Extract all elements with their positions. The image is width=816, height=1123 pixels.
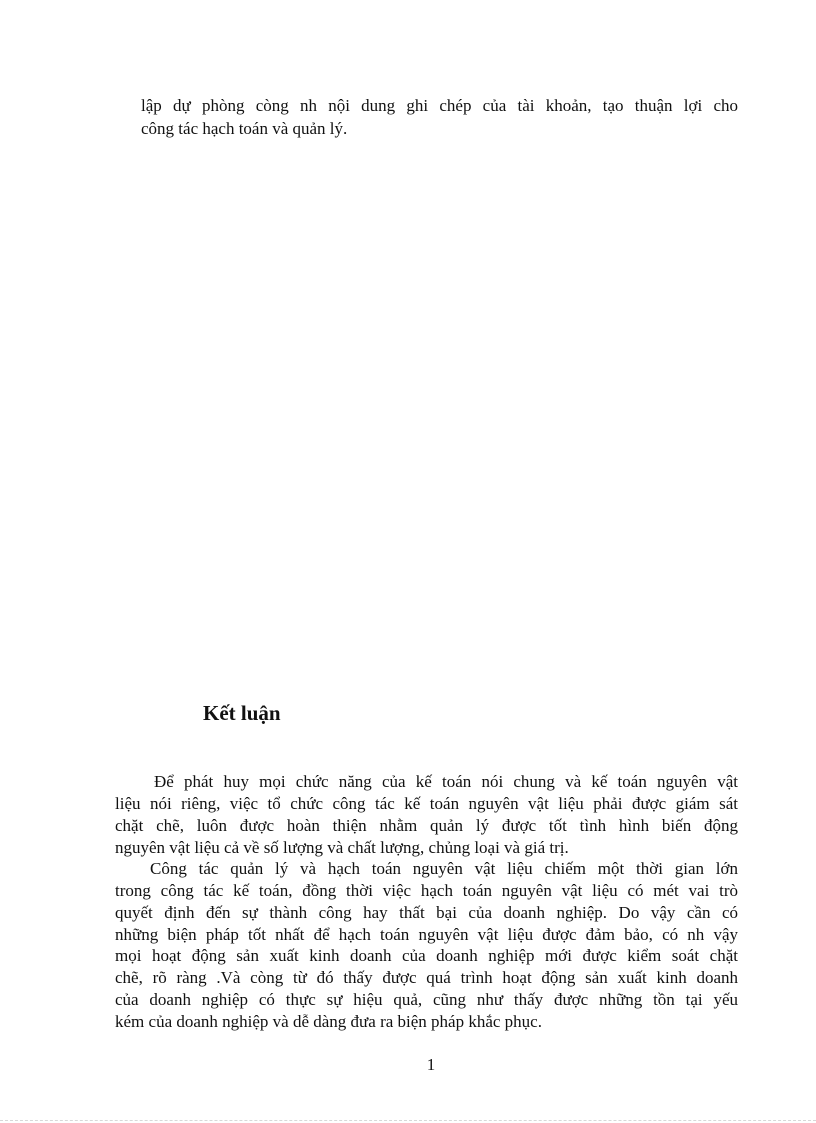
text-line: Để phát huy mọi chức năng của kế toán nói chung và kế toán nguyên vật <box>154 772 738 791</box>
text-line: liệu nói riêng, việc tổ chức công tác kế toán nguyên vật liệu phải được giám sát <box>115 794 738 813</box>
text-line: chẽ, rõ ràng .Và còng từ đó thấy được quá trình hoạt động sản xuất kinh doanh <box>115 968 738 987</box>
text-line: trong công tác kế toán, đồng thời việc hạch toán nguyên vật liệu có mét vai trò <box>115 881 738 900</box>
text-line: chặt chẽ, luôn được hoàn thiện nhằm quản lý được tốt tình hình biến động <box>115 816 738 835</box>
text-line: Công tác quản lý và hạch toán nguyên vật liệu chiếm một thời gian lớn <box>150 859 738 878</box>
page-bottom-edge <box>0 1120 816 1122</box>
text-line: công tác hạch toán và quản lý. <box>141 119 348 138</box>
text-line: quyết định đến sự thành công hay thất bại của doanh nghiệp. Do vậy cần có <box>115 903 738 922</box>
text-line: lập dự phòng còng nh nội dung ghi chép của tài khoản, tạo thuận lợi cho <box>141 96 738 115</box>
text-line: mọi hoạt động sản xuất kinh doanh của doanh nghiệp mới được kiểm soát chặt <box>115 946 738 965</box>
page-number: 1 <box>426 1055 436 1074</box>
text-line: kém của doanh nghiệp và dễ dàng đưa ra biện pháp khắc phục. <box>115 1012 542 1031</box>
section-heading: Kết luận <box>203 701 281 725</box>
text-line: của doanh nghiệp có thực sự hiệu quả, cũng như thấy được những tồn tại yếu <box>115 990 738 1009</box>
text-line: nguyên vật liệu cả về số lượng và chất lượng, chủng loại và giá trị. <box>115 838 569 857</box>
text-line: những biện pháp tốt nhất để hạch toán nguyên vật liệu được đảm bảo, có nh vậy <box>115 925 738 944</box>
